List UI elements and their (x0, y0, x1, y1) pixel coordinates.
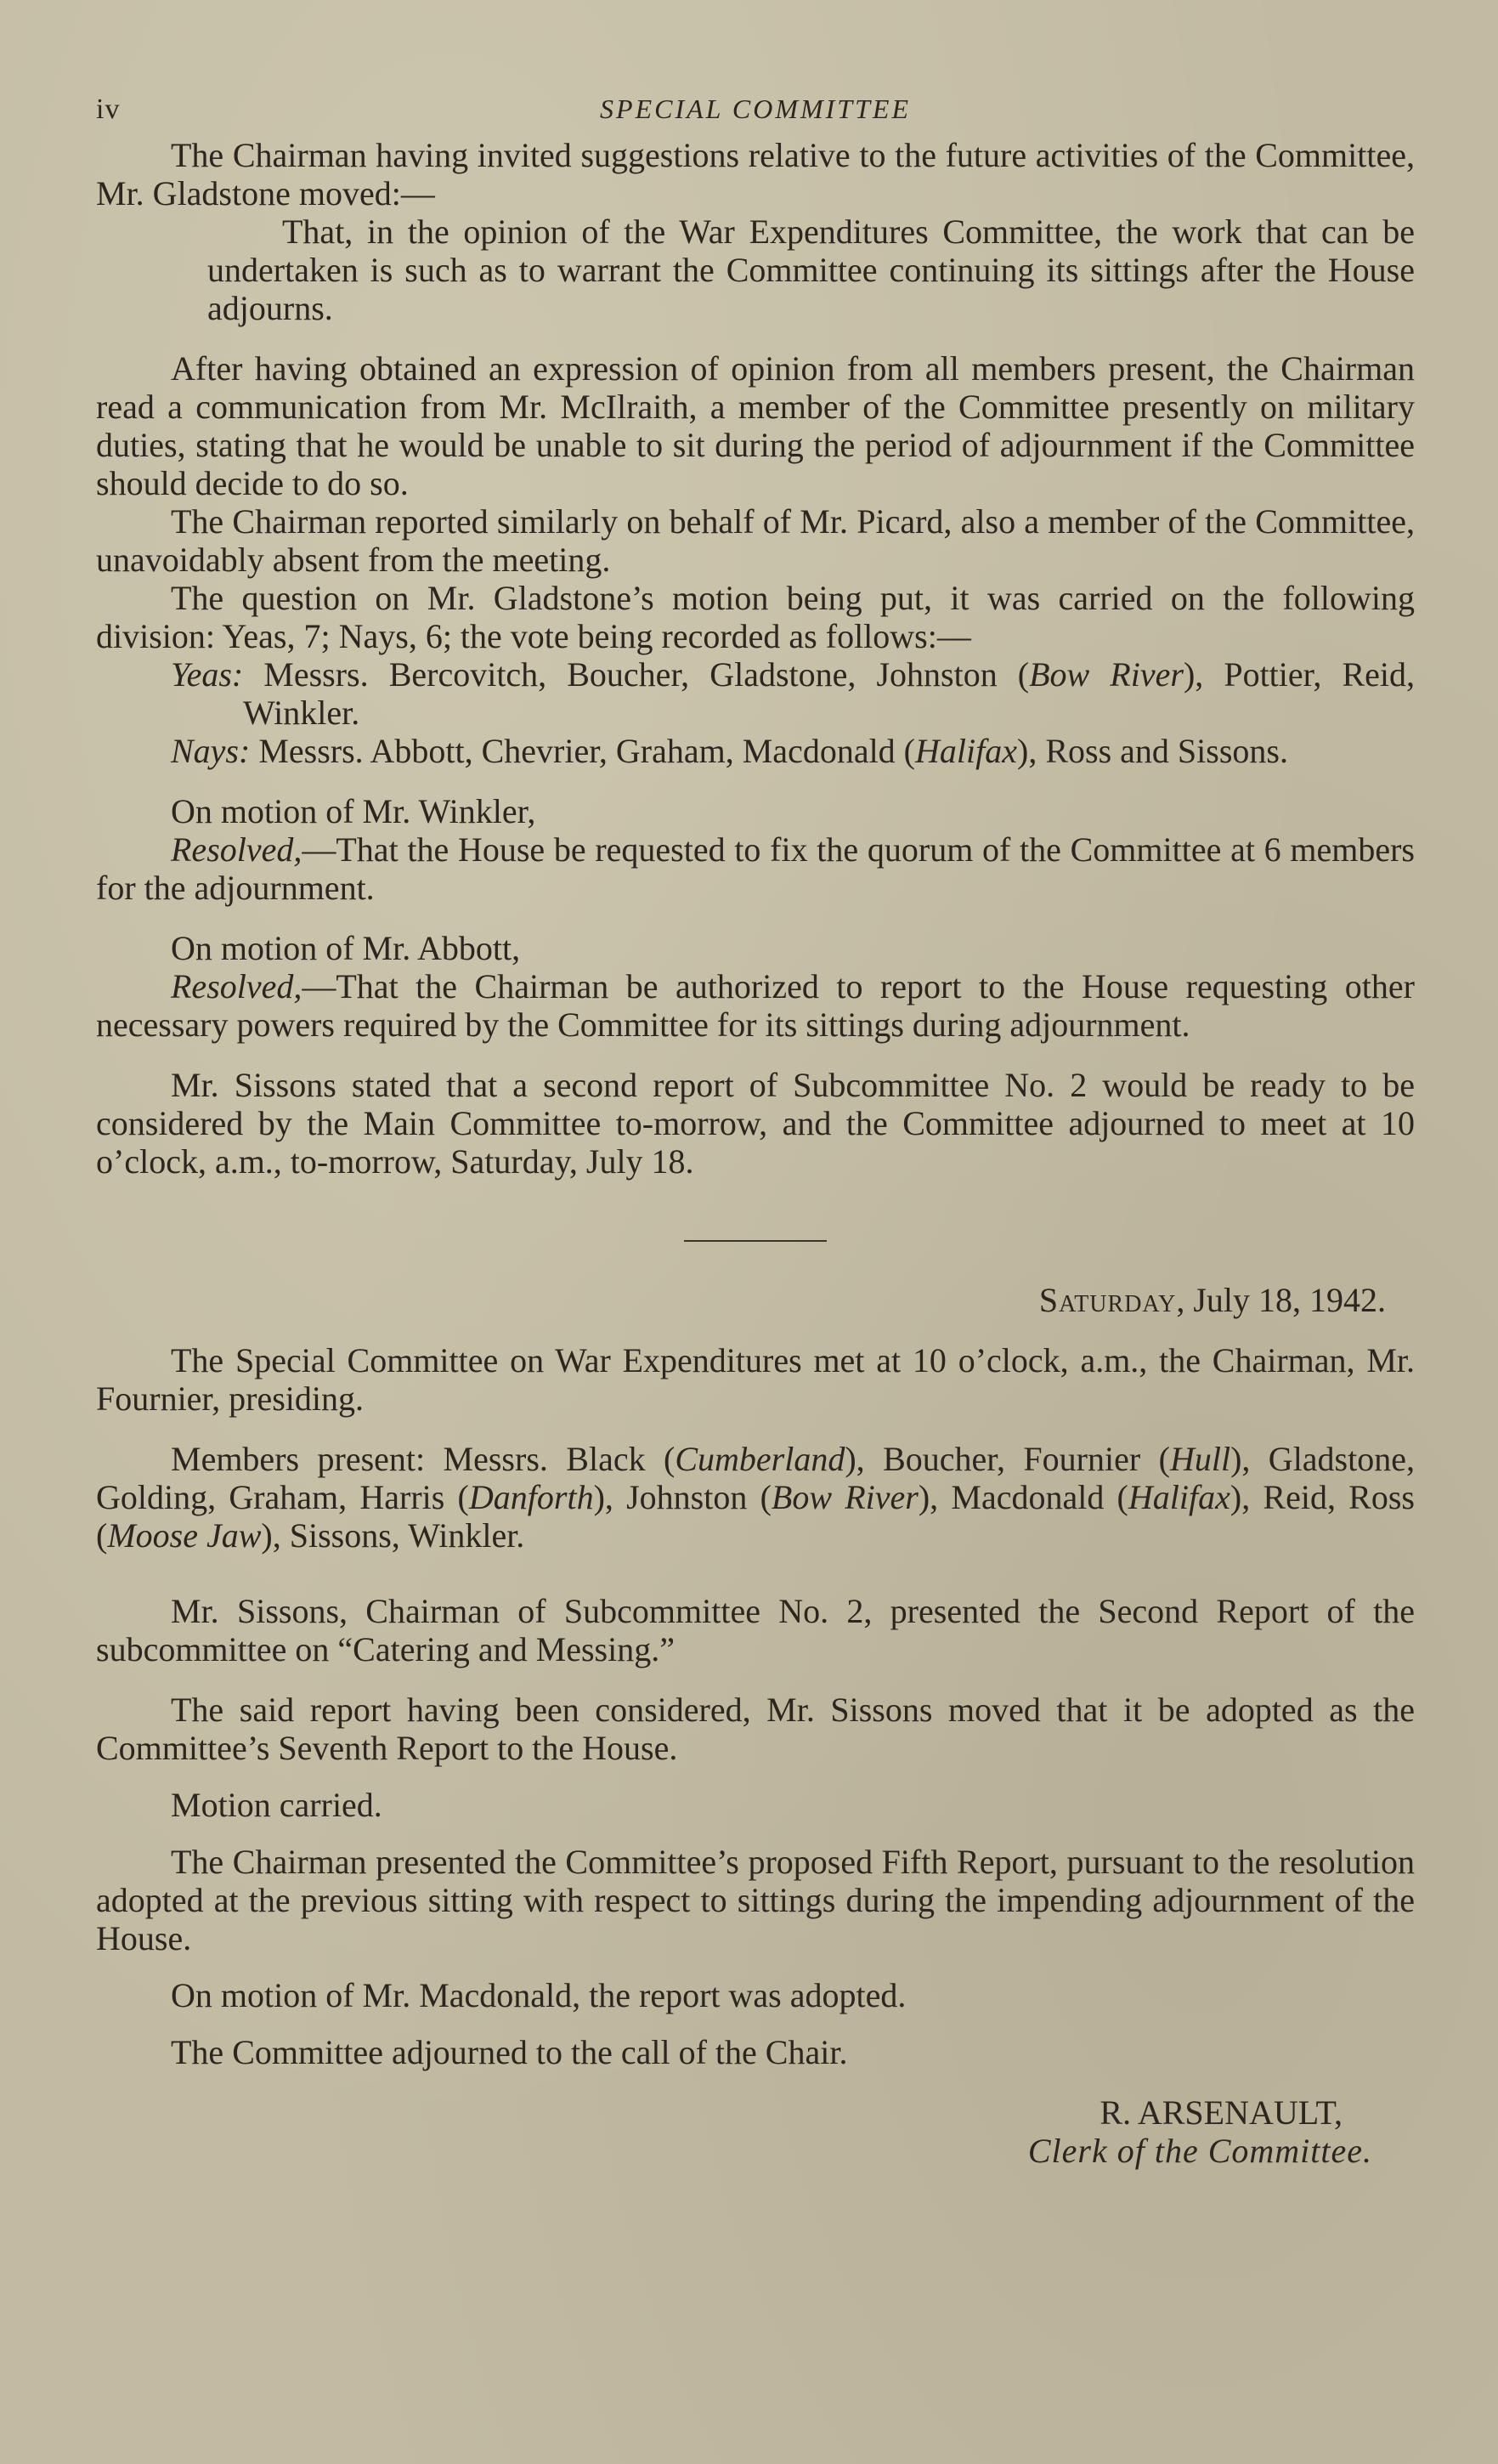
signature-title: Clerk of the Committee. (1027, 2132, 1372, 2170)
document-page (96, 85, 1415, 2170)
nays-label: Nays: (171, 732, 251, 770)
paragraph-adjourned: The Committee adjourned to the call of the Chair. (171, 2033, 848, 2071)
yeas-line: Yeas: Messrs. Bercovitch, Boucher, Gladstone, Johnston (Bow River), Pottier, Reid, Winkler. (171, 655, 1415, 732)
running-head: SPECIAL COMMITTEE (600, 93, 911, 124)
paragraph-report-considered: The said report having been considered, Mr. Sissons moved that it be adopted as the Committee’s Seventh Report to the House. (96, 1691, 1415, 1767)
signature-name: R. ARSENAULT, (1099, 2093, 1343, 2132)
nays-line: Nays: Messrs. Abbott, Chevrier, Graham, Macdonald (Halifax), Ross and Sissons. (171, 732, 1288, 770)
resolution-quorum: Resolved,—That the House be requested to fix the quorum of the Committee at 6 members for the adjournment. (96, 830, 1415, 907)
paragraph-opinion: After having obtained an expression of opinion from all members present, the Chairman read a communication from Mr. McIlraith, a member of the Committee presently on military duties, stating that he would be unable to sit during the period of adjournment if the Committee should decide to do so. (96, 349, 1415, 502)
paragraph-motion-carried: Motion carried. (171, 1786, 382, 1824)
motion-winkler-intro: On motion of Mr. Winkler, (171, 792, 536, 830)
motion-quote (96, 212, 1415, 327)
paragraph-picard: The Chairman reported similarly on behalf of Mr. Picard, also a member of the Committee, unavoidably absent from the meeting. (96, 502, 1415, 579)
section-divider (684, 1240, 827, 1242)
meeting-date: Saturday, July 18, 1942. (1038, 1281, 1386, 1319)
paragraph-second-report: Mr. Sissons, Chairman of Subcommittee No. 2, presented the Second Report of the subcommittee on “Catering and Messing.” (96, 1592, 1415, 1668)
paragraph-sissons-report: Mr. Sissons stated that a second report of Subcommittee No. 2 would be ready to be considered by the Main Committee to-morrow, and the Committee adjourned to meet at 10 o’clock, a.m., to-morrow, Saturday, July 18. (96, 1066, 1415, 1181)
paragraph-meeting-opened: The Special Committee on War Expenditures met at 10 o’clock, a.m., the Chairman, Mr. Fournier, presiding. (96, 1341, 1415, 1418)
page-header (96, 85, 1415, 136)
page-number: iv (96, 93, 121, 125)
yeas-label: Yeas: (171, 655, 244, 694)
motion-abbott-intro: On motion of Mr. Abbott, (171, 929, 521, 967)
motion-quote-text: That, in the opinion of the War Expenditures Committee, the work that can be undertaken is such as to warrant the Committee continuing its sittings after the House adjourns. (207, 212, 1415, 327)
resolution-powers: Resolved,—That the Chairman be authorized to report to the House requesting other necessary powers required by the Committee for its sittings during adjournment. (96, 967, 1415, 1044)
paragraph-report-adopted: On motion of Mr. Macdonald, the report was adopted. (171, 1976, 907, 2014)
paragraph-division: The question on Mr. Gladstone’s motion being put, it was carried on the following division: Yeas, 7; Nays, 6; the vote being recorded as follows:— (96, 579, 1415, 655)
members-present: Members present: Messrs. Black (Cumberland), Boucher, Fournier (Hull), Gladstone, Golding, Graham, Harris (Danforth), Johnston (Bow River), Macdonald (Halifax), Reid, Ross (Moose Jaw), Sissons, Winkler. (96, 1440, 1415, 1555)
paragraph-chairman-invited: The Chairman having invited suggestions relative to the future activities of the Committee, Mr. Gladstone moved:— (96, 136, 1415, 212)
paragraph-fifth-report: The Chairman presented the Committee’s proposed Fifth Report, pursuant to the resolution adopted at the previous sitting with respect to sittings during the impending adjournment of the House. (96, 1843, 1415, 1957)
